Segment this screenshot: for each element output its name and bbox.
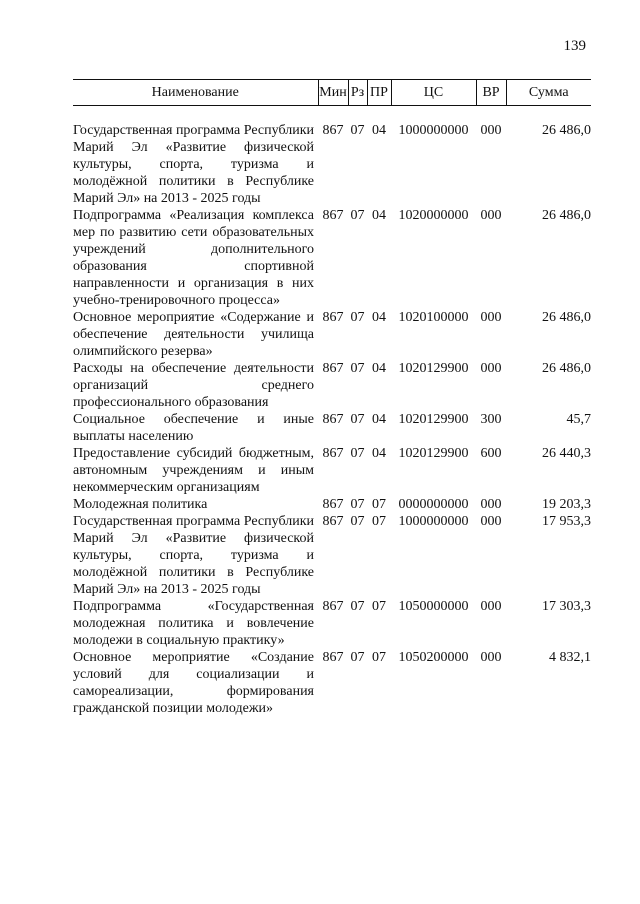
cell-rz: 07 [350,208,365,223]
cell-pr: 04 [372,361,386,376]
spacer-cell [73,106,591,123]
cell-sum: 26 486,0 [542,310,591,325]
column-header-name: Наименование [73,80,318,106]
cell-min: 867 [322,412,344,427]
cell-sum: 26 486,0 [542,361,591,376]
cell-min: 867 [322,497,344,512]
table-row [73,649,591,717]
cell-vr: 000 [480,310,502,325]
cell-rz: 07 [350,310,365,325]
cell-cs: 1020129900 [398,446,469,461]
page-number: 139 [563,38,586,54]
cell-cs: 1050200000 [398,650,469,665]
cell-name: Государственная программа Республики Марий Эл «Развитие физической культуры, спорта, туризма и молодёжной политики в Республике Марий Эл» на 2013 - 2025 годы [73,514,314,597]
cell-rz: 07 [350,650,365,665]
cell-vr: 000 [480,361,502,376]
cell-name: Основное мероприятие «Создание условий для социализации и самореализации, формирования гражданской позиции молодежи» [73,650,314,716]
table-row [73,445,591,496]
cell-cs: 1000000000 [398,514,469,529]
cell-rz: 07 [350,497,365,512]
cell-min: 867 [322,123,344,138]
column-header-pr: ПР [367,80,391,106]
cell-min: 867 [322,310,344,325]
cell-cs: 1020129900 [398,361,469,376]
cell-rz: 07 [350,446,365,461]
table-spacer-row [73,106,591,123]
cell-vr: 600 [480,446,502,461]
cell-sum: 45,7 [566,412,591,427]
column-header-vr: ВР [476,80,506,106]
cell-min: 867 [322,446,344,461]
cell-vr: 000 [480,123,502,138]
table-row [73,360,591,411]
cell-cs: 1020000000 [398,208,469,223]
table-row [73,309,591,360]
cell-name: Социальное обеспечение и иные выплаты населению [73,412,314,444]
table-row [73,207,591,309]
cell-pr: 07 [372,650,386,665]
budget-table [73,79,591,717]
table-row [73,496,591,513]
cell-name: Расходы на обеспечение деятельности организаций среднего профессионального образования [73,361,314,410]
cell-min: 867 [322,514,344,529]
cell-min: 867 [322,208,344,223]
cell-rz: 07 [350,123,365,138]
cell-pr: 04 [372,310,386,325]
cell-sum: 17 953,3 [542,514,591,529]
column-header-sum: Сумма [506,80,591,106]
table-row [73,598,591,649]
cell-sum: 17 303,3 [542,599,591,614]
cell-name: Основное мероприятие «Содержание и обеспечение деятельности училища олимпийского резерва» [73,310,314,359]
cell-vr: 000 [480,497,502,512]
cell-sum: 4 832,1 [549,650,591,665]
cell-cs: 1000000000 [398,123,469,138]
cell-pr: 04 [372,208,386,223]
cell-sum: 26 440,3 [542,446,591,461]
table-row [73,411,591,445]
cell-name: Подпрограмма «Реализация комплекса мер по развитию сети образовательных учреждений дополнительного образования спортивной направленности и организация в них учебно-тренировочного процесса» [73,208,314,308]
cell-rz: 07 [350,599,365,614]
cell-cs: 0000000000 [398,497,469,512]
cell-cs: 1020100000 [398,310,469,325]
cell-sum: 19 203,3 [542,497,591,512]
cell-pr: 04 [372,123,386,138]
cell-vr: 300 [480,412,502,427]
cell-rz: 07 [350,412,365,427]
cell-cs: 1050000000 [398,599,469,614]
cell-cs: 1020129900 [398,412,469,427]
cell-pr: 07 [372,599,386,614]
cell-rz: 07 [350,514,365,529]
cell-vr: 000 [480,208,502,223]
cell-pr: 07 [372,514,386,529]
cell-pr: 04 [372,412,386,427]
cell-name: Предоставление субсидий бюджетным, автономным учреждениям и иным некоммерческим организациям [73,446,314,495]
cell-name: Молодежная политика [73,497,208,512]
cell-vr: 000 [480,650,502,665]
table-body [73,106,591,718]
column-header-rz: Рз [348,80,367,106]
table-row [73,122,591,207]
cell-sum: 26 486,0 [542,208,591,223]
cell-vr: 000 [480,514,502,529]
cell-rz: 07 [350,361,365,376]
cell-name: Государственная программа Республики Марий Эл «Развитие физической культуры, спорта, туризма и молодёжной политики в Республике Марий Эл» на 2013 - 2025 годы [73,123,314,206]
cell-min: 867 [322,599,344,614]
cell-vr: 000 [480,599,502,614]
column-header-min: Мин [318,80,348,106]
cell-min: 867 [322,650,344,665]
cell-pr: 04 [372,446,386,461]
cell-pr: 07 [372,497,386,512]
cell-sum: 26 486,0 [542,123,591,138]
cell-name: Подпрограмма «Государственная молодежная политика и вовлечение молодежи в социальную практику» [73,599,314,648]
column-header-cs: ЦС [391,80,476,106]
cell-min: 867 [322,361,344,376]
table-header-row [73,80,591,106]
table-row [73,513,591,598]
